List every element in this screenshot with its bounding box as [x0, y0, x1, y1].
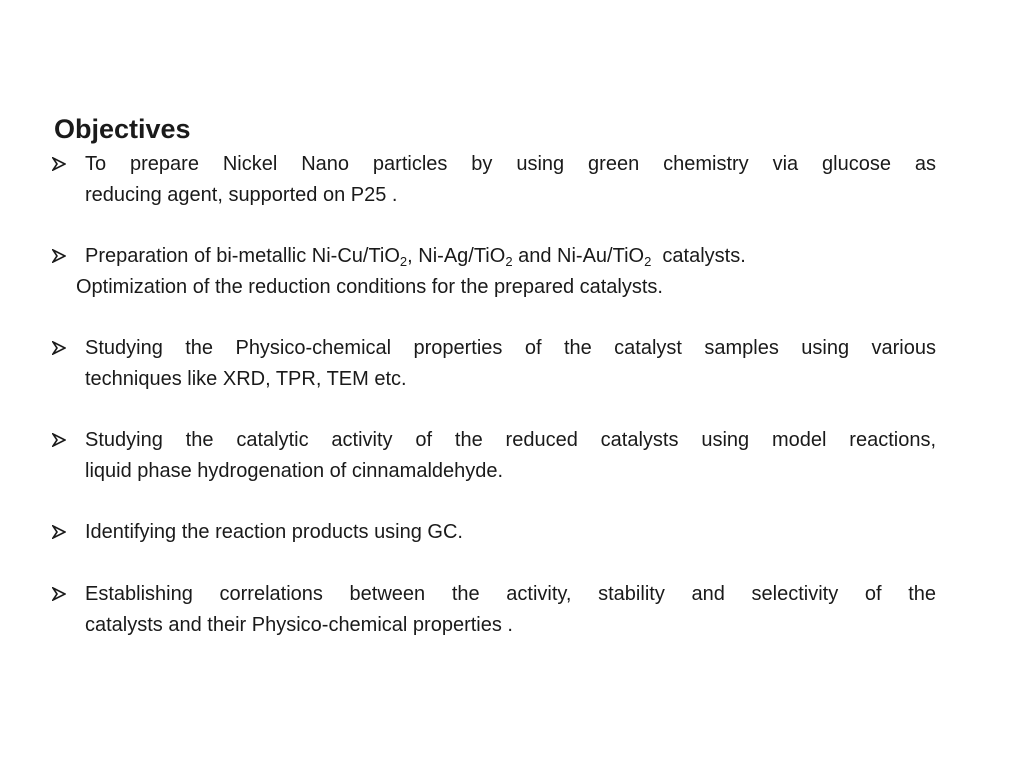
subscript: 2	[399, 254, 408, 269]
list-item-text: Studying the Physico-chemical properties of the catalyst samples using various	[85, 337, 936, 359]
list-item-text	[85, 241, 936, 272]
text-fragment: catalysts.	[651, 245, 746, 267]
list-item-text: To prepare Nickel Nano particles by using green chemistry via glucose as	[85, 153, 936, 175]
arrow-bullet-icon	[52, 241, 72, 271]
arrow-bullet-icon	[52, 517, 72, 547]
arrow-bullet-icon	[52, 425, 72, 455]
subscript: 2	[505, 254, 513, 269]
list-item	[52, 241, 936, 272]
list-item-text: Establishing correlations between the activity, stability and selectivity of the	[85, 583, 936, 605]
list-item-text: Identifying the reaction products using GC.	[85, 521, 463, 543]
page-title: Objectives	[54, 114, 191, 144]
list-item	[52, 517, 936, 548]
text-fragment: Preparation of bi-metallic Ni-Cu/TiO	[85, 245, 400, 267]
list-item	[52, 149, 936, 211]
arrow-bullet-icon	[52, 333, 72, 363]
list-item	[52, 579, 936, 641]
list-item	[52, 425, 936, 487]
list-item-text: Studying the catalytic activity of the reduced catalysts using model reactions,	[85, 429, 936, 451]
list-item-text: catalysts and their Physico-chemical properties .	[85, 614, 513, 636]
text-fragment: and Ni-Au/TiO	[512, 245, 645, 267]
subscript: 2	[644, 254, 652, 269]
continuation-text: Optimization of the reduction conditions for the prepared catalysts.	[76, 276, 663, 298]
list-item-text: techniques like XRD, TPR, TEM etc.	[85, 368, 407, 390]
text-fragment: , Ni-Ag/TiO	[407, 245, 506, 267]
list-item	[52, 333, 936, 395]
arrow-bullet-icon	[52, 149, 72, 179]
arrow-bullet-icon	[52, 579, 72, 609]
list-item-text: liquid phase hydrogenation of cinnamaldehyde.	[85, 460, 504, 482]
list-item-text: reducing agent, supported on P25 .	[85, 184, 398, 206]
